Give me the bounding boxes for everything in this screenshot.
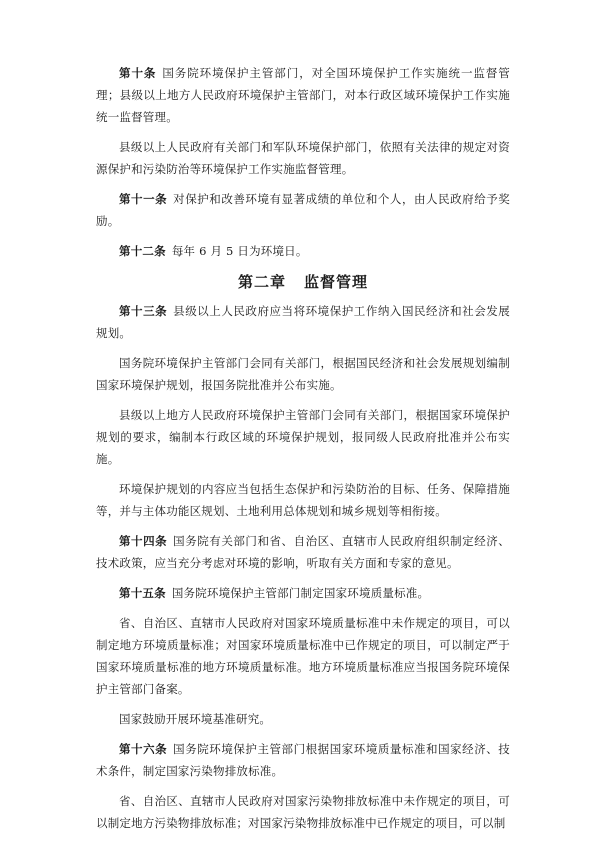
paragraph-text: 国务院环境保护主管部门会同有关部门，根据国民经济和社会发展规划编制国家环境保护规划，报国务院批准并公布实施。 bbox=[96, 356, 510, 392]
paragraph bbox=[96, 708, 510, 730]
paragraph-text: 国务院环境保护主管部门根据国家环境质量标准和国家经济、技术条件，制定国家污染物排放标准。 bbox=[96, 742, 510, 778]
chapter-number: 第二章 bbox=[237, 273, 286, 291]
paragraph-text: 环境保护规划的内容应当包括生态保护和污染防治的目标、任务、保障措施等，并与主体功能区规划、土地利用总体规划和城乡规划等相衔接。 bbox=[96, 482, 510, 518]
paragraph-text: 省、自治区、直辖市人民政府对国家污染物排放标准中未作规定的项目，可以制定地方污染物排放标准；对国家污染物排放标准中已作规定的项目，可以制 bbox=[96, 794, 510, 830]
chapter-title: 监督管理 bbox=[304, 273, 369, 291]
paragraph bbox=[96, 582, 510, 604]
section-general-provisions bbox=[96, 62, 510, 262]
article-number: 第十一条 bbox=[119, 192, 168, 206]
article-number: 第十四条 bbox=[119, 534, 168, 548]
paragraph bbox=[96, 300, 510, 344]
paragraph bbox=[96, 478, 510, 522]
paragraph-text: 县级以上人民政府应当将环境保护工作纳入国民经济和社会发展规划。 bbox=[96, 304, 510, 340]
document-page bbox=[96, 62, 510, 842]
paragraph-text: 县级以上地方人民政府环境保护主管部门会同有关部门，根据国家环境保护规划的要求，编制本行政区域的环境保护规划，报同级人民政府批准并公布实施。 bbox=[96, 408, 510, 466]
paragraph bbox=[96, 790, 510, 834]
paragraph bbox=[96, 188, 510, 232]
paragraph-text: 国家鼓励开展环境基准研究。 bbox=[119, 712, 272, 726]
paragraph-text: 国务院环境保护主管部门制定国家环境质量标准。 bbox=[171, 586, 430, 600]
paragraph-text: 国务院有关部门和省、自治区、直辖市人民政府组织制定经济、技术政策，应当充分考虑对环境的影响，听取有关方面和专家的意见。 bbox=[96, 534, 510, 570]
paragraph bbox=[96, 62, 510, 128]
paragraph-text: 县级以上人民政府有关部门和军队环境保护部门，依照有关法律的规定对资源保护和污染防治等环境保护工作实施监督管理。 bbox=[96, 140, 510, 176]
paragraph-text: 省、自治区、直辖市人民政府对国家环境质量标准中未作规定的项目，可以制定地方环境质量标准；对国家环境质量标准中已作规定的项目，可以制定严于国家环境质量标准的地方环境质量标准。地方环境质量标准应当报国务院环境保护主管部门备案。 bbox=[96, 616, 510, 696]
article-number: 第十二条 bbox=[119, 244, 166, 258]
paragraph bbox=[96, 352, 510, 396]
article-number: 第十五条 bbox=[119, 586, 166, 600]
paragraph bbox=[96, 136, 510, 180]
paragraph bbox=[96, 404, 510, 470]
paragraph bbox=[96, 530, 510, 574]
paragraph bbox=[96, 738, 510, 782]
paragraph-text: 对保护和改善环境有显著成绩的单位和个人，由人民政府给予奖励。 bbox=[96, 192, 510, 228]
article-number: 第十条 bbox=[119, 66, 157, 80]
paragraph bbox=[96, 240, 510, 262]
paragraph bbox=[96, 612, 510, 700]
article-number: 第十三条 bbox=[119, 304, 168, 318]
chapter-heading bbox=[96, 270, 510, 294]
paragraph-text: 每年 6 月 5 日为环境日。 bbox=[171, 244, 308, 258]
article-number: 第十六条 bbox=[119, 742, 168, 756]
paragraph-text: 国务院环境保护主管部门，对全国环境保护工作实施统一监督管理；县级以上地方人民政府环境保护主管部门，对本行政区域环境保护工作实施统一监督管理。 bbox=[96, 66, 510, 124]
section-supervision bbox=[96, 300, 510, 834]
